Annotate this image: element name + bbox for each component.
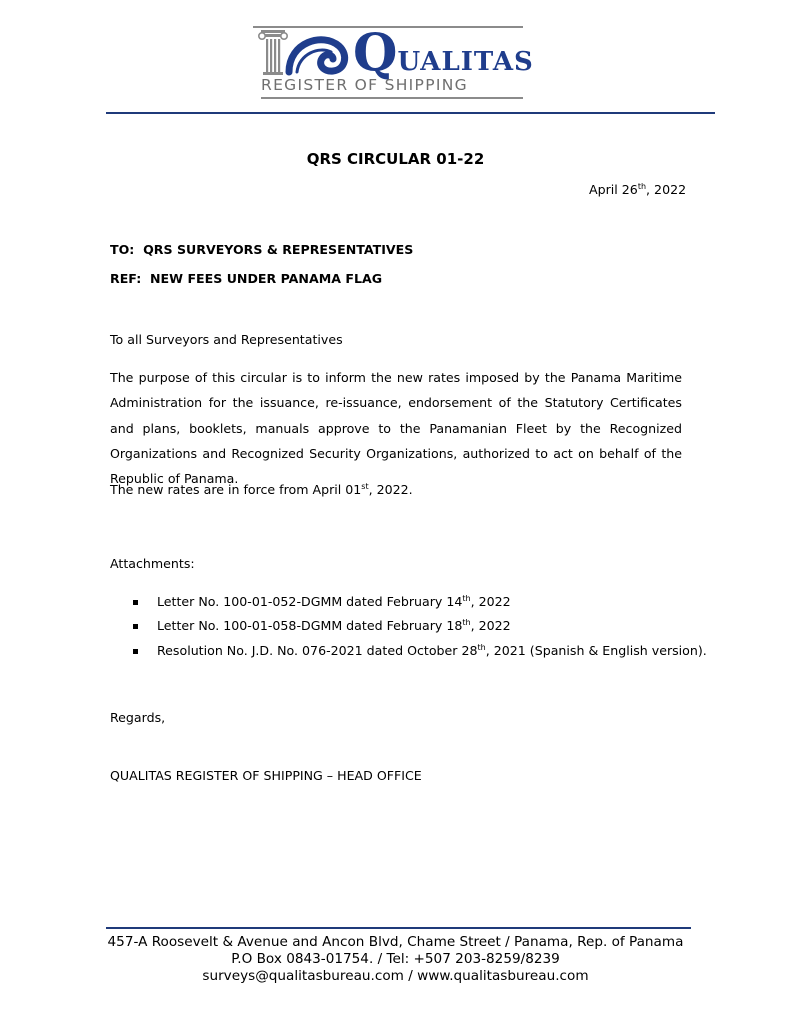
attachment-ordinal: th <box>462 618 471 627</box>
header-divider <box>106 112 715 114</box>
attachments-label: Attachments: <box>110 556 195 571</box>
attachment-text <box>157 620 511 633</box>
logo-wordmark-rest: UALITAS <box>397 47 534 77</box>
attachment-text <box>157 596 511 609</box>
logo-tagline: REGISTER OF SHIPPING <box>261 76 468 94</box>
to-line: TO: QRS SURVEYORS & REPRESENTATIVES <box>110 242 414 257</box>
logo-initial: Q <box>353 23 398 83</box>
attachment-prefix: Letter No. 100-01-052-DGMM dated February 14 <box>157 594 463 609</box>
footer-divider <box>106 927 691 929</box>
date-suffix-ordinal: th <box>637 182 647 191</box>
attachment-ordinal: th <box>477 643 486 652</box>
bullet-icon <box>133 600 138 605</box>
footer-contact: surveys@qualitasbureau.com / www.qualitasbureau.com <box>202 968 589 984</box>
logo-emblem <box>253 24 353 80</box>
circular-date <box>589 184 686 197</box>
closing-regards: Regards, <box>110 710 166 725</box>
force-line-suffix: , 2022. <box>368 482 413 497</box>
attachment-item <box>0 645 791 661</box>
bullet-icon <box>133 649 138 654</box>
date-prefix: April 26 <box>589 182 638 197</box>
attachment-item <box>0 620 791 636</box>
footer-phone: P.O Box 0843-01754. / Tel: +507 203-8259/8239 <box>231 951 560 967</box>
ref-line: REF: NEW FEES UNDER PANAMA FLAG <box>110 271 383 286</box>
company-logo <box>253 23 534 102</box>
attachment-item <box>0 596 791 612</box>
attachment-suffix: , 2022 <box>470 618 511 633</box>
force-line-prefix: The new rates are in force from April 01 <box>110 482 362 497</box>
attachment-suffix: , 2022 <box>470 594 511 609</box>
bullet-icon <box>133 624 138 629</box>
attachment-text <box>157 645 707 658</box>
attachment-ordinal: th <box>462 594 471 603</box>
attachment-suffix: , 2021 (Spanish & English version). <box>485 643 707 658</box>
attachment-prefix: Resolution No. J.D. No. 076-2021 dated October 28 <box>157 643 478 658</box>
circular-title: QRS CIRCULAR 01-22 <box>306 150 485 168</box>
logo-bottom-rule <box>261 97 523 99</box>
force-date-line <box>110 484 413 497</box>
salutation: To all Surveyors and Representatives <box>110 332 343 347</box>
footer-address: 457-A Roosevelt & Avenue and Ancon Blvd, Chame Street / Panama, Rep. of Panama <box>107 934 684 950</box>
signature-line: QUALITAS REGISTER OF SHIPPING – HEAD OFFICE <box>110 768 422 783</box>
date-year: , 2022 <box>646 182 687 197</box>
force-line-ordinal: st <box>361 482 369 491</box>
attachment-prefix: Letter No. 100-01-058-DGMM dated February 18 <box>157 618 463 633</box>
logo-wordmark <box>353 23 534 83</box>
purpose-paragraph: The purpose of this circular is to inform the new rates imposed by the Panama Maritime Administration for the issuance, re-issuance, endorsement of the Statutory Certificates and plans, booklets, manuals approve to the Panamanian Fleet by the Recognized Organizations and Recognized Security Organizations, authorized to act on behalf of the Republic of Panama. <box>110 370 682 487</box>
